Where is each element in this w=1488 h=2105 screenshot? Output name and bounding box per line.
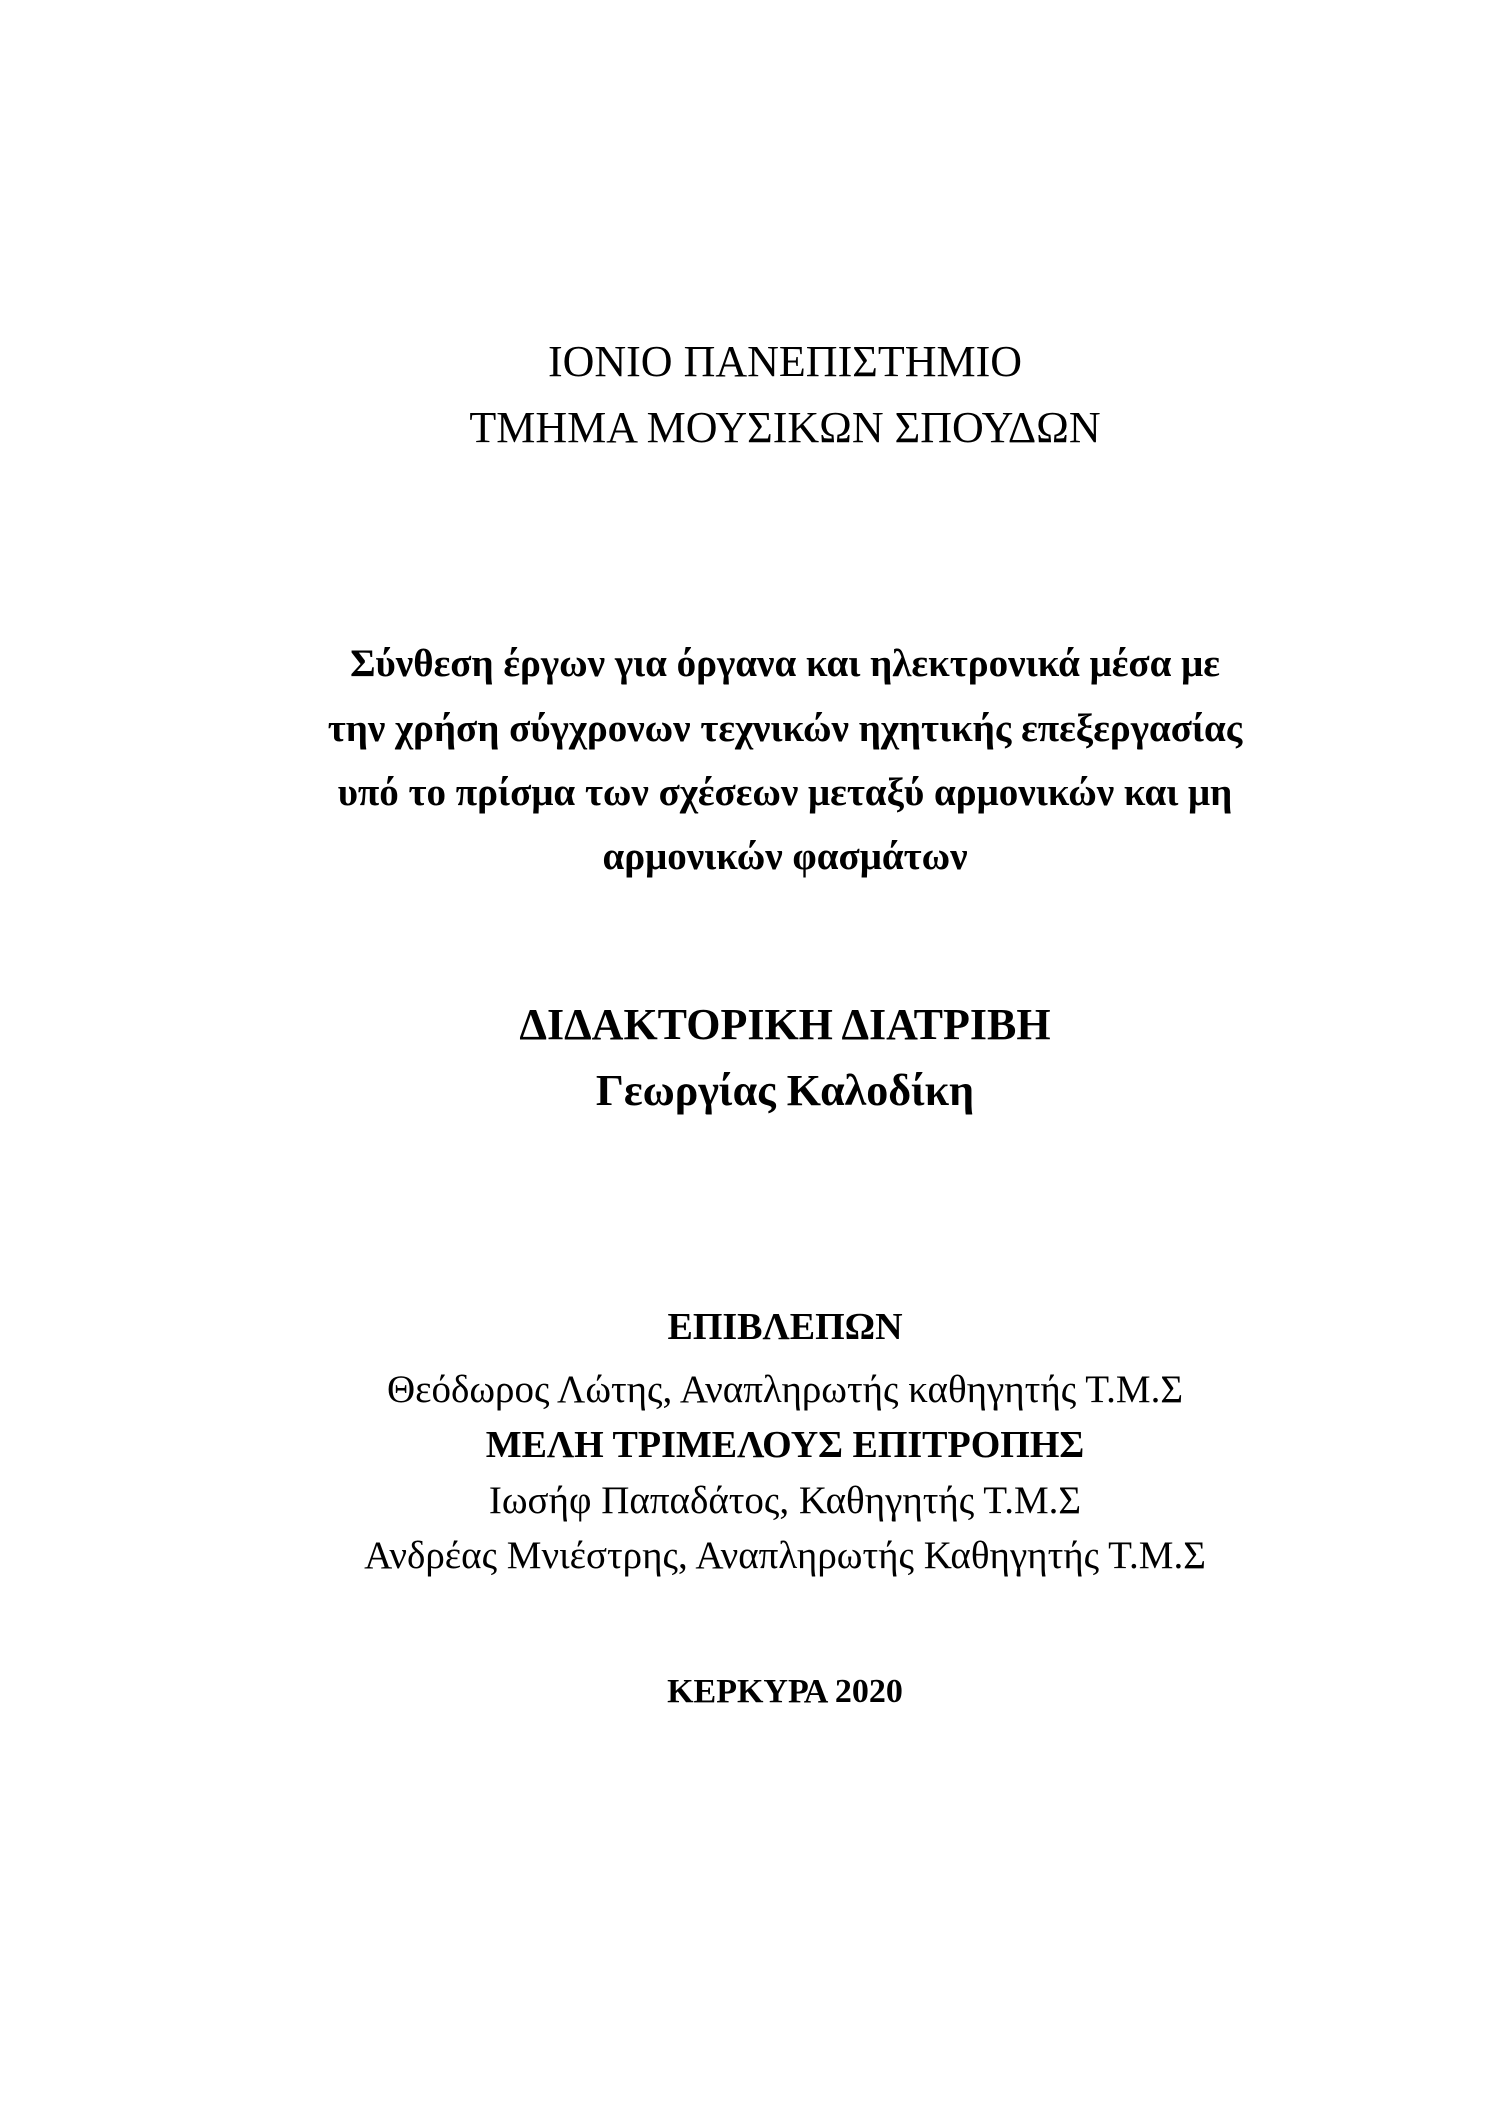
- committee-member-1: Ιωσήφ Παπαδάτος, Καθηγητής Τ.Μ.Σ: [488, 1479, 1082, 1522]
- supervisor-heading: ΕΠΙΒΛΕΠΩΝ: [667, 1306, 903, 1348]
- thesis-author: Γεωργίας Καλοδίκη: [595, 1066, 975, 1115]
- committee-member-2: Ανδρέας Μνιέστρης, Αναπληρωτής Καθηγητής Τ.Μ.Σ: [364, 1534, 1206, 1577]
- thesis-title-line-4: αρμονικών φασμάτων: [602, 835, 968, 878]
- thesis-title-line-3: υπό το πρίσμα των σχέσεων μεταξύ αρμονικών και μη: [337, 771, 1233, 814]
- thesis-title-line-1: Σύνθεση έργων για όργανα και ηλεκτρονικά μέσα με: [350, 642, 1220, 685]
- university-name: ΙΟΝΙΟ ΠΑΝΕΠΙΣΤΗΜΙΟ: [547, 337, 1023, 386]
- place-year: ΚΕΡΚΥΡΑ 2020: [667, 1673, 903, 1710]
- department-name: ΤΜΗΜΑ ΜΟΥΣΙΚΩΝ ΣΠΟΥΔΩΝ: [469, 403, 1101, 452]
- thesis-type: ΔΙΔΑΚΤΟΡΙΚΗ ΔΙΑΤΡΙΒΗ: [519, 1000, 1051, 1049]
- supervisor-name: Θεόδωρος Λώτης, Αναπληρωτής καθηγητής Τ.Μ.Σ: [386, 1368, 1184, 1411]
- committee-heading: ΜΕΛΗ ΤΡΙΜΕΛΟΥΣ ΕΠΙΤΡΟΠΗΣ: [485, 1424, 1085, 1466]
- thesis-title-line-2: την χρήση σύγχρονων τεχνικών ηχητικής επεξεργασίας: [327, 707, 1243, 750]
